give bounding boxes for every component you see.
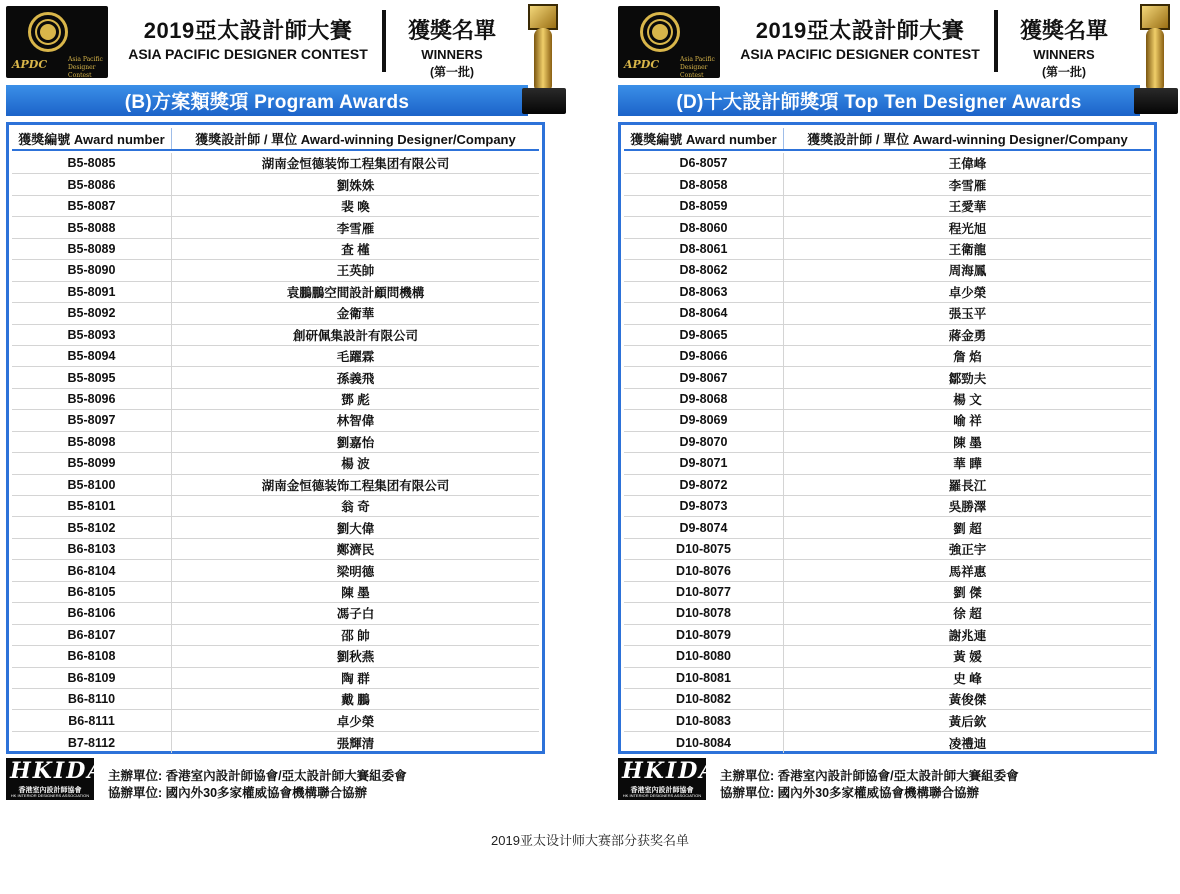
award-number-cell: B5-8094 [12, 346, 172, 366]
winners-title-en: WINNERS [1033, 47, 1095, 62]
table-row [624, 475, 1151, 496]
table-header [12, 128, 539, 151]
award-number-cell: D8-8061 [624, 239, 784, 259]
award-number-cell: B6-8103 [12, 539, 172, 559]
table-row [624, 432, 1151, 453]
award-number-cell: B5-8098 [12, 432, 172, 452]
award-number-cell: D10-8075 [624, 539, 784, 559]
designer-cell: 鄭濟民 [336, 543, 375, 558]
award-number-cell: B6-8109 [12, 668, 172, 688]
designer-cell: 凌禮迪 [948, 736, 987, 751]
table-row [624, 732, 1151, 753]
table-row [624, 217, 1151, 238]
table-row [624, 625, 1151, 646]
designer-cell: 卓少榮 [336, 714, 375, 729]
award-number-cell: B5-8096 [12, 389, 172, 409]
designer-cell: 裴 喚 [341, 200, 370, 215]
designer-cell: 李雪雁 [948, 178, 987, 193]
table-row [624, 646, 1151, 667]
award-number-cell: D8-8063 [624, 282, 784, 302]
table-row [12, 689, 539, 710]
award-number-cell: B5-8087 [12, 196, 172, 216]
category-title: (B)方案類獎項 Program Awards [6, 85, 528, 116]
category-title: (D)十大設計師獎項 Top Ten Designer Awards [618, 85, 1140, 116]
award-number-cell: D9-8073 [624, 496, 784, 516]
winners-title-en: WINNERS [421, 47, 483, 62]
award-number-cell: D10-8077 [624, 582, 784, 602]
trophy-icon [1132, 4, 1180, 116]
contest-title: 2019亞太設計師大賽 [143, 18, 353, 43]
table-row [12, 239, 539, 260]
award-number-cell: B5-8093 [12, 325, 172, 345]
program-awards-panel [0, 0, 570, 820]
table-row [624, 346, 1151, 367]
award-number-cell: B6-8104 [12, 560, 172, 580]
co-organizer-line: 協辦單位: 國內外30多家權威協會機構聯合協辦 [108, 786, 368, 800]
designer-cell: 黃 媛 [953, 650, 982, 665]
award-number-cell: B5-8086 [12, 174, 172, 194]
award-number-cell: D10-8078 [624, 603, 784, 623]
award-number-cell: D8-8062 [624, 260, 784, 280]
contest-subtitle: ASIA PACIFIC DESIGNER CONTEST [128, 46, 368, 62]
table-row [12, 710, 539, 731]
table-row [624, 239, 1151, 260]
table-row [12, 560, 539, 581]
award-number-cell: B5-8090 [12, 260, 172, 280]
table-row [624, 410, 1151, 431]
table-header [624, 128, 1151, 151]
table-row [624, 453, 1151, 474]
award-number-cell: D10-8081 [624, 668, 784, 688]
table-row [12, 475, 539, 496]
table-row [12, 646, 539, 667]
table-row [12, 389, 539, 410]
image-caption: 2019亚太设计师大赛部分获奖名单 [491, 833, 689, 848]
table-row [12, 732, 539, 753]
award-number-cell: B5-8092 [12, 303, 172, 323]
designer-cell: 陶 群 [341, 671, 370, 686]
designer-cell: 劉姝姝 [336, 178, 375, 193]
designer-cell: 王英帥 [336, 264, 375, 279]
designer-cell: 毛躍霖 [336, 350, 375, 365]
batch-label: (第一批) [1042, 65, 1086, 79]
winners-title-cn: 獲獎名單 [407, 18, 496, 43]
table-row [624, 582, 1151, 603]
award-number-cell: B5-8091 [12, 282, 172, 302]
table-row [624, 603, 1151, 624]
designer-cell: 梁明德 [336, 564, 375, 579]
designer-header: 獲獎設計師 / 單位 Award-winning Designer/Company [195, 132, 516, 147]
table-row [624, 496, 1151, 517]
designer-cell: 謝兆連 [948, 628, 987, 643]
hkida-mark: HKIDA [622, 758, 719, 784]
table-row [624, 174, 1151, 195]
designer-cell: 創研佩集設計有限公司 [292, 328, 418, 343]
designer-cell: 強正宇 [948, 543, 987, 558]
organizer-line: 主辦單位: 香港室內設計師協會/亞太設計師大賽組委會 [108, 769, 407, 783]
designer-cell: 金衛華 [336, 307, 375, 322]
award-number-cell: B6-8111 [12, 710, 172, 730]
award-number-cell: B6-8105 [12, 582, 172, 602]
hkida-mark: HKIDA [10, 758, 107, 784]
award-number-cell: B5-8100 [12, 475, 172, 495]
designer-cell: 劉嘉怡 [336, 435, 375, 450]
table-row [12, 432, 539, 453]
designer-header: 獲獎設計師 / 單位 Award-winning Designer/Company [807, 132, 1128, 147]
hkida-logo [618, 758, 719, 800]
designer-cell: 王愛華 [948, 200, 987, 215]
apdc-logo [618, 6, 720, 78]
table-row [624, 539, 1151, 560]
designer-cell: 林智偉 [336, 414, 375, 429]
hkida-en: HK INTERIOR DESIGNERS ASSOCIATION [622, 793, 702, 798]
bauhinia-icon [28, 12, 68, 52]
table-row [12, 453, 539, 474]
table-row [624, 303, 1151, 324]
table-row [12, 496, 539, 517]
designer-cell: 周海鳳 [948, 264, 987, 279]
designer-cell: 程光旭 [948, 221, 987, 236]
table-row [12, 153, 539, 174]
designer-cell: 李雪雁 [336, 221, 375, 236]
award-number-cell: B5-8095 [12, 367, 172, 387]
contest-title: 2019亞太設計師大賽 [755, 18, 965, 43]
designer-cell: 馬祥惠 [948, 564, 987, 579]
designer-cell: 戴 鵬 [341, 693, 370, 708]
designer-cell: 劉 傑 [953, 585, 982, 600]
table-row [624, 560, 1151, 581]
table-row [12, 517, 539, 538]
designer-cell: 陳 墨 [953, 435, 982, 450]
designer-cell: 邵 帥 [341, 628, 370, 643]
award-number-cell: B7-8112 [12, 732, 172, 753]
designer-cell: 黃后欽 [948, 714, 987, 729]
header-divider [382, 10, 386, 72]
table-row [624, 196, 1151, 217]
designer-cell: 王偉峰 [948, 157, 987, 172]
designer-cell: 翁 奇 [341, 500, 370, 515]
table-row [12, 582, 539, 603]
contest-subtitle: ASIA PACIFIC DESIGNER CONTEST [740, 46, 980, 62]
award-number-cell: B6-8107 [12, 625, 172, 645]
table-row [12, 367, 539, 388]
logo-abbr: APDC [12, 58, 48, 71]
award-number-cell: D10-8076 [624, 560, 784, 580]
designer-cell: 楊 波 [341, 457, 370, 472]
award-number-header: 獲獎編號 Award number [624, 128, 784, 149]
designer-cell: 馮子白 [336, 607, 375, 622]
award-number-cell: B5-8085 [12, 153, 172, 173]
awards-table [6, 122, 545, 754]
designer-cell: 詹 焰 [953, 350, 982, 365]
trophy-icon [520, 4, 568, 116]
table-row [12, 625, 539, 646]
logo-small-text: Asia Pacific Designer Contest [680, 56, 715, 79]
table-body [624, 153, 1151, 751]
table-row [624, 367, 1151, 388]
logo-abbr: APDC [624, 58, 660, 71]
batch-label: (第一批) [430, 65, 474, 79]
table-row [624, 517, 1151, 538]
designer-cell: 張輝清 [336, 736, 375, 751]
table-row [12, 668, 539, 689]
table-row [12, 539, 539, 560]
designer-cell: 劉秋燕 [336, 650, 375, 665]
designer-cell: 華 瞱 [953, 457, 982, 472]
award-number-cell: B6-8106 [12, 603, 172, 623]
award-number-cell: D8-8059 [624, 196, 784, 216]
table-row [12, 196, 539, 217]
designer-cell: 湖南金恒德装饰工程集团有限公司 [261, 157, 450, 172]
award-number-header: 獲獎編號 Award number [12, 128, 172, 149]
winners-title-cn: 獲獎名單 [1019, 18, 1108, 43]
award-number-cell: B5-8099 [12, 453, 172, 473]
designer-cell: 孫義飛 [336, 371, 375, 386]
award-number-cell: B5-8088 [12, 217, 172, 237]
award-number-cell: D9-8067 [624, 367, 784, 387]
logo-small-text: Asia Pacific Designer Contest [68, 56, 103, 79]
award-number-cell: D9-8074 [624, 517, 784, 537]
award-number-cell: B5-8089 [12, 239, 172, 259]
table-row [624, 153, 1151, 174]
award-number-cell: D10-8083 [624, 710, 784, 730]
designer-cell: 史 峰 [953, 671, 982, 686]
designer-cell: 羅長江 [948, 478, 987, 493]
award-number-cell: B6-8110 [12, 689, 172, 709]
table-row [624, 689, 1151, 710]
designer-cell: 袁鵬鵬空間設計顧問機構 [286, 285, 425, 300]
table-row [624, 325, 1151, 346]
award-number-cell: B5-8101 [12, 496, 172, 516]
award-number-cell: B5-8097 [12, 410, 172, 430]
award-number-cell: D10-8084 [624, 732, 784, 753]
designer-cell: 鄒勁夫 [948, 371, 987, 386]
hkida-en: HK INTERIOR DESIGNERS ASSOCIATION [10, 793, 90, 798]
award-number-cell: D8-8064 [624, 303, 784, 323]
award-number-cell: B5-8102 [12, 517, 172, 537]
table-row [12, 282, 539, 303]
apdc-logo [6, 6, 108, 78]
hkida-cn: 香港室內設計師協會 [630, 787, 694, 794]
designer-cell: 鄧 彪 [341, 393, 370, 408]
table-row [624, 668, 1151, 689]
designer-cell: 楊 文 [953, 393, 982, 408]
hkida-cn: 香港室內設計師協會 [18, 787, 82, 794]
award-number-cell: D9-8066 [624, 346, 784, 366]
table-row [624, 282, 1151, 303]
table-row [624, 389, 1151, 410]
bauhinia-icon [640, 12, 680, 52]
co-organizer-line: 協辦單位: 國內外30多家權威協會機構聯合協辦 [720, 786, 980, 800]
award-number-cell: B6-8108 [12, 646, 172, 666]
designer-cell: 徐 超 [953, 607, 982, 622]
award-number-cell: D9-8068 [624, 389, 784, 409]
award-number-cell: D9-8071 [624, 453, 784, 473]
table-row [12, 325, 539, 346]
top-ten-awards-panel [612, 0, 1180, 820]
table-row [12, 217, 539, 238]
table-row [12, 260, 539, 281]
designer-cell: 吳勝澤 [948, 500, 987, 515]
designer-cell: 劉大偉 [336, 521, 375, 536]
award-number-cell: D10-8079 [624, 625, 784, 645]
award-number-cell: D9-8070 [624, 432, 784, 452]
header-divider [994, 10, 998, 72]
award-number-cell: D9-8065 [624, 325, 784, 345]
designer-cell: 查 槿 [341, 242, 370, 257]
table-row [12, 603, 539, 624]
award-number-cell: D9-8069 [624, 410, 784, 430]
award-number-cell: D8-8060 [624, 217, 784, 237]
designer-cell: 湖南金恒德装饰工程集团有限公司 [261, 478, 450, 493]
designer-cell: 黃俊傑 [948, 693, 987, 708]
hkida-logo [6, 758, 107, 800]
award-number-cell: D10-8080 [624, 646, 784, 666]
table-row [12, 346, 539, 367]
award-number-cell: D9-8072 [624, 475, 784, 495]
designer-cell: 王衛龍 [948, 242, 987, 257]
designer-cell: 陳 墨 [341, 585, 370, 600]
award-number-cell: D8-8058 [624, 174, 784, 194]
designer-cell: 蔣金勇 [948, 328, 987, 343]
designer-cell: 卓少榮 [948, 285, 987, 300]
table-row [12, 174, 539, 195]
table-row [12, 410, 539, 431]
table-row [624, 260, 1151, 281]
awards-table [618, 122, 1157, 754]
award-number-cell: D6-8057 [624, 153, 784, 173]
designer-cell: 劉 超 [953, 521, 982, 536]
table-row [624, 710, 1151, 731]
designer-cell: 喻 祥 [953, 414, 982, 429]
designer-cell: 張玉平 [948, 307, 987, 322]
award-number-cell: D10-8082 [624, 689, 784, 709]
organizer-line: 主辦單位: 香港室內設計師協會/亞太設計師大賽組委會 [720, 769, 1019, 783]
table-row [12, 303, 539, 324]
table-body [12, 153, 539, 751]
